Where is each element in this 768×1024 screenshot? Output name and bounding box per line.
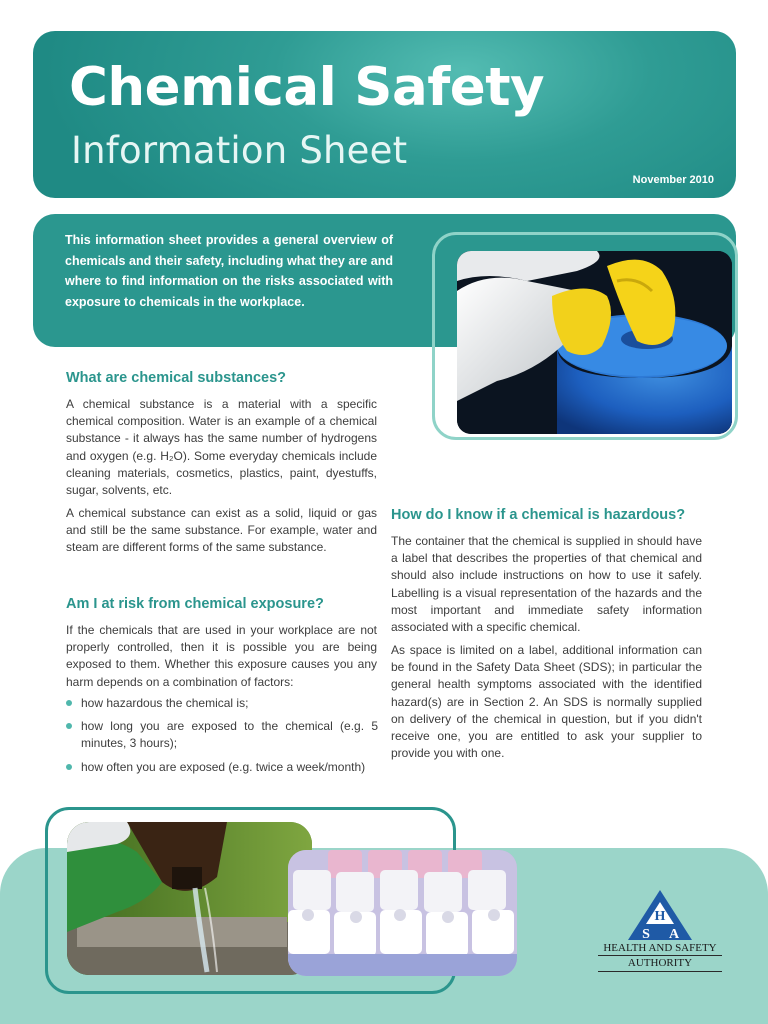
risk-factor-list xyxy=(66,695,378,782)
document-subtitle: Information Sheet xyxy=(71,129,408,172)
logo-text-line1: HEALTH AND SAFETY xyxy=(603,942,717,954)
list-item xyxy=(66,695,378,712)
document-title: Chemical Safety xyxy=(69,57,545,118)
paragraph-what-1: A chemical substance is a material with a specific chemical composition. Water is an example of a chemical substance - it always has the same number of hydrogens and oxygen (e.g. H₂O). Some everyday chemicals include cleaning materials, cosmetics, plastics, paint, dyestuffs, sugar, solvents, etc. xyxy=(66,397,377,498)
triangle-logo-icon xyxy=(590,888,730,942)
heading-what-are-chemicals: What are chemical substances? xyxy=(66,370,286,386)
intro-text: This information sheet provides a general overview of chemicals and their safety, including what they are and where to find information on the risks associated with exposure to chemicals in the workplace. xyxy=(65,233,393,309)
heading-hazardous: How do I know if a chemical is hazardous? xyxy=(391,507,686,523)
photo-gloved-hands-drum xyxy=(457,251,732,434)
bullet-dot-icon xyxy=(66,764,72,770)
list-item-text: how often you are exposed (e.g. twice a week/month) xyxy=(81,759,366,774)
logo-divider xyxy=(598,971,722,972)
paragraph-hazard-2: As space is limited on a label, additional information can be found in the Safety Data Sheet (SDS); in particular the general health symptoms associated with the identified hazard(s) are in Section 2. An SDS is normally supplied on delivery of the chemical in question, but if you didn't receive one, you are entitled to ask your supplier to provide you with one. xyxy=(391,643,702,761)
paragraph-what-2: A chemical substance can exist as a solid, liquid or gas and still be the same substance. For example, water and steam are different forms of the same substance. xyxy=(66,506,377,555)
photo-pouring-chemical xyxy=(67,822,312,975)
list-item xyxy=(66,759,378,776)
list-item-text: how long you are exposed to the chemical (e.g. 5 minutes, 3 hours); xyxy=(81,719,378,751)
hsa-logo xyxy=(590,888,730,974)
publication-date: November 2010 xyxy=(632,174,714,186)
heading-risk: Am I at risk from chemical exposure? xyxy=(66,596,324,612)
list-item xyxy=(66,718,378,752)
logo-letter: A xyxy=(668,927,680,942)
logo-letter: H xyxy=(654,909,666,924)
photo-chemical-containers xyxy=(288,850,517,976)
bullet-dot-icon xyxy=(66,723,72,729)
bullet-dot-icon xyxy=(66,700,72,706)
logo-divider xyxy=(598,955,722,956)
list-item-text: how hazardous the chemical is; xyxy=(81,696,249,710)
logo-letter: S xyxy=(642,927,650,942)
logo-text-line2: AUTHORITY xyxy=(627,957,693,969)
header-banner xyxy=(33,31,736,198)
paragraph-hazard-1: The container that the chemical is supplied in should have a label that describes the properties of that chemical and should also include instructions on how to use it safely. Labelling is a visual representation of the hazards and the most important and immediate safety information associated with a specific chemical. xyxy=(391,534,702,635)
paragraph-risk-1: If the chemicals that are used in your workplace are not properly controlled, then it is possible you are being exposed to them. Whether this exposure causes you any harm depends on a combination of factors: xyxy=(66,623,377,689)
